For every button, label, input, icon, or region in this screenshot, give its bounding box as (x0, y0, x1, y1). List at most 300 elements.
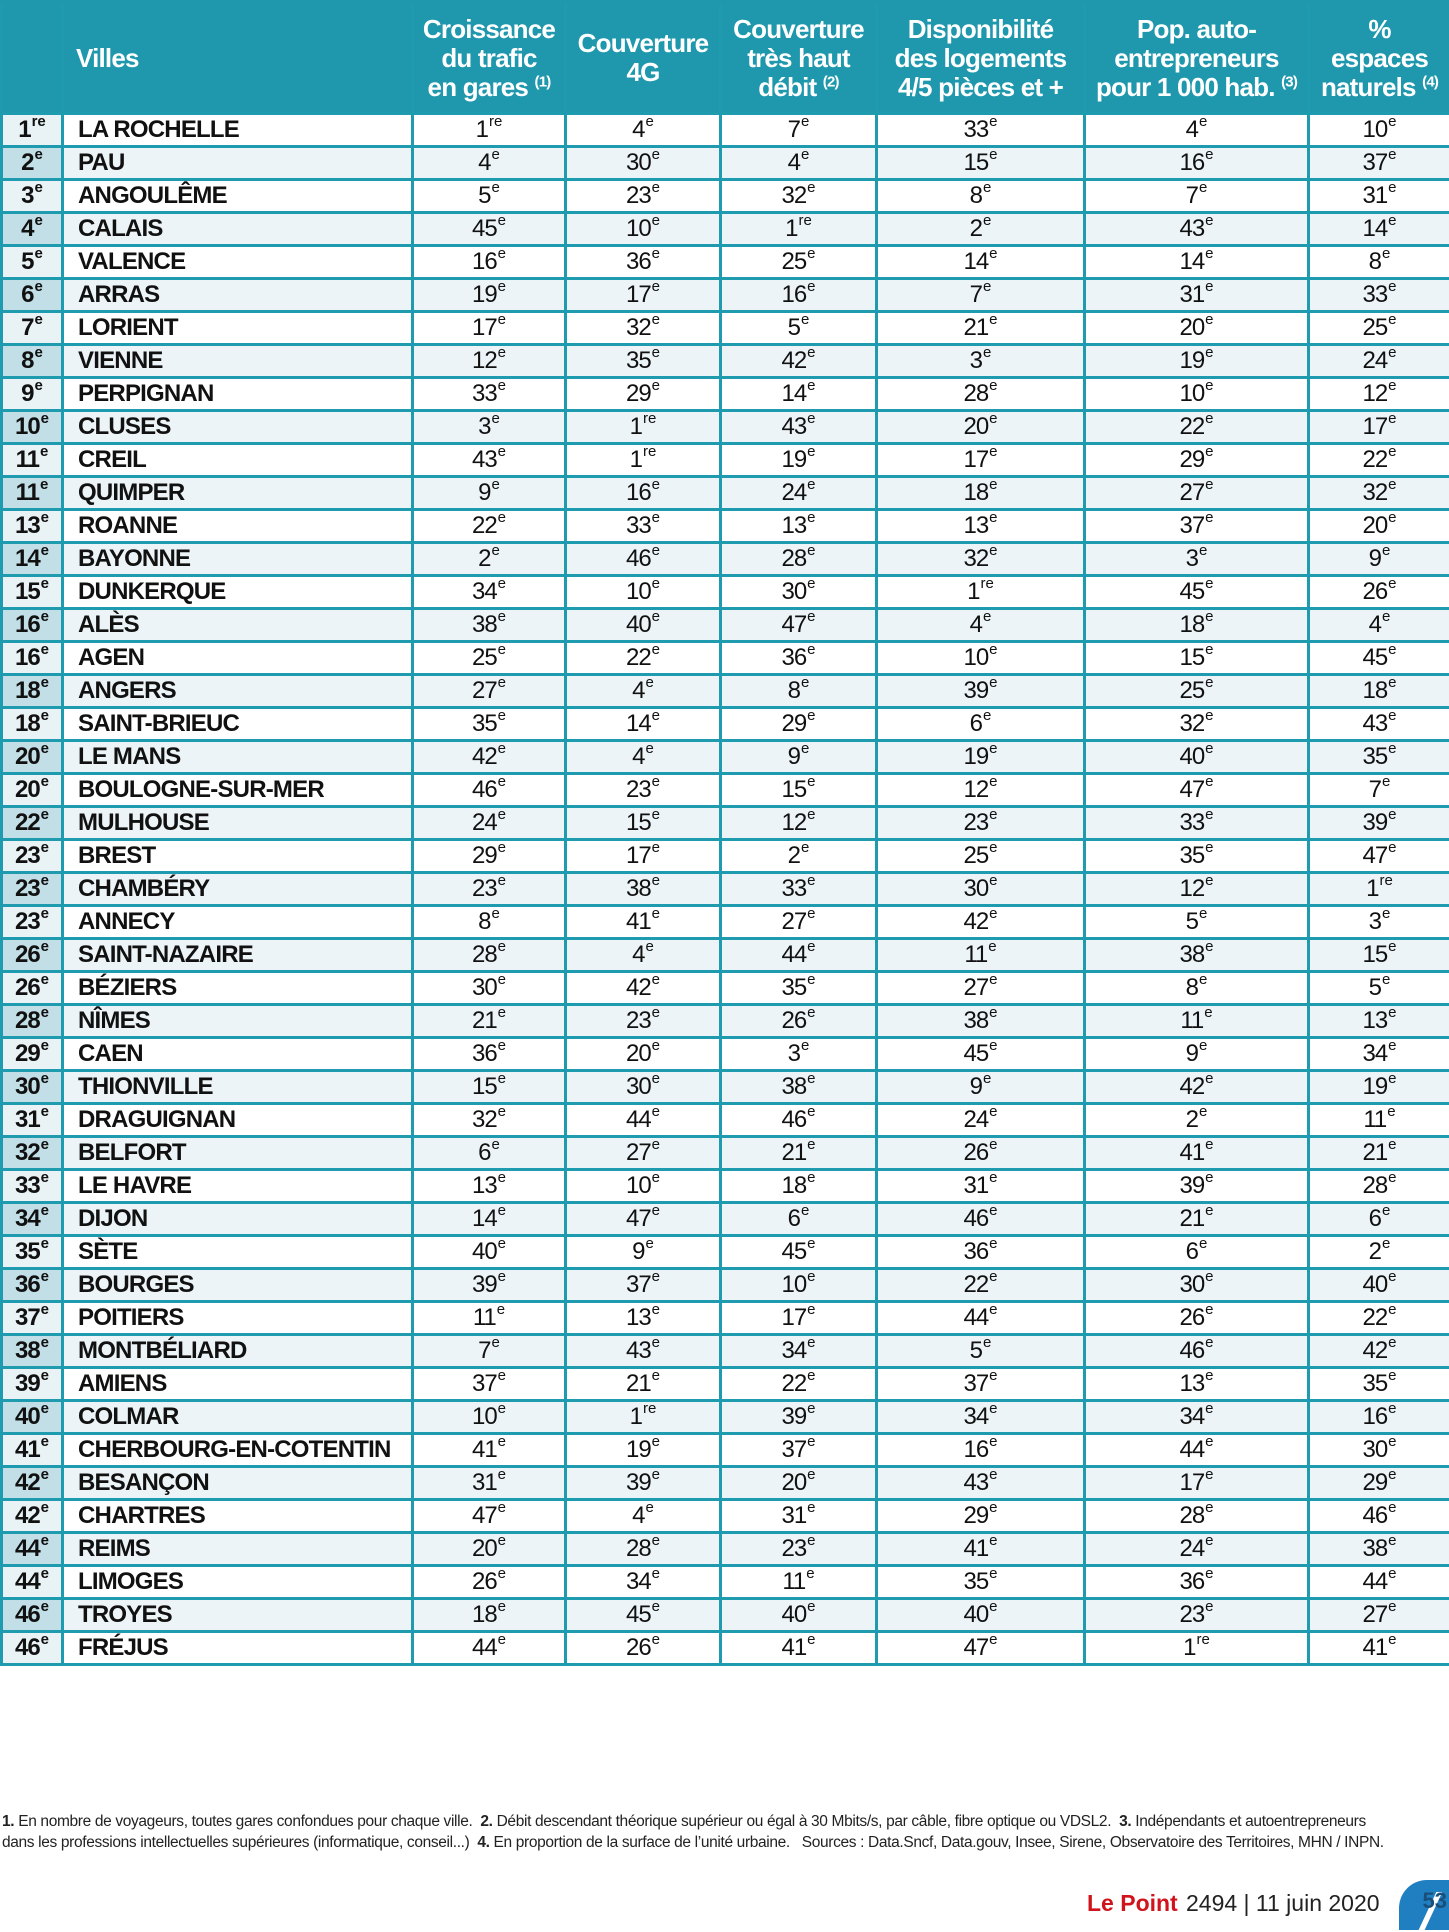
header-line: % (1310, 15, 1449, 44)
ordinal-suffix: e (1388, 1037, 1396, 1054)
rank-number: 12 (781, 809, 806, 836)
footnote-line-2 (2, 1832, 1447, 1853)
cell-logements (877, 1335, 1085, 1368)
rank-number: 18 (15, 710, 40, 737)
ordinal-suffix: e (989, 1400, 997, 1417)
ordinal-suffix: e (652, 641, 660, 658)
rank-number: 27 (781, 908, 806, 935)
rank-number: 33 (963, 116, 988, 143)
header-col-logements (877, 2, 1085, 114)
ordinal-suffix: e (652, 377, 660, 394)
header-villes: Villes (63, 2, 413, 114)
ordinal-suffix: e (646, 113, 654, 130)
cell-logements (877, 576, 1085, 609)
rank-number: 29 (472, 842, 497, 869)
ordinal-suffix: e (492, 179, 500, 196)
rank-number: 31 (15, 1106, 40, 1133)
ordinal-suffix: e (498, 212, 506, 229)
overall-rank-cell (2, 1434, 63, 1467)
rank-number: 44 (626, 1106, 651, 1133)
ordinal-suffix: e (41, 509, 49, 526)
rank-number: 14 (1362, 215, 1387, 242)
rank-number: 22 (963, 1271, 988, 1298)
rank-number: 20 (781, 1469, 806, 1496)
ordinal-suffix: e (652, 1136, 660, 1153)
ordinal-suffix: e (807, 641, 815, 658)
rank-number: 28 (781, 545, 806, 572)
cell-espaces-naturels (1309, 741, 1449, 774)
cell-logements (877, 807, 1085, 840)
ordinal-suffix: e (1205, 311, 1213, 328)
rank-number: 2 (788, 842, 800, 869)
ordinal-suffix: e (498, 641, 506, 658)
ordinal-suffix: e (1388, 1334, 1396, 1351)
ordinal-suffix: e (807, 509, 815, 526)
page-number: 53 (1423, 1888, 1447, 1914)
rank-number: 39 (472, 1271, 497, 1298)
cell-couverture-4g (566, 543, 721, 576)
rank-number: 9 (21, 380, 33, 407)
rank-number: 31 (963, 1172, 988, 1199)
city-name-cell: CALAIS (63, 213, 413, 246)
cell-tres-haut-debit (721, 1467, 877, 1500)
rank-number: 42 (626, 974, 651, 1001)
overall-rank-cell (2, 510, 63, 543)
rank-number: 20 (1362, 512, 1387, 539)
rank-number: 36 (472, 1040, 497, 1067)
ordinal-suffix: e (807, 1400, 815, 1417)
ordinal-suffix: e (807, 542, 815, 559)
rank-number: 10 (15, 413, 40, 440)
cell-tres-haut-debit (721, 906, 877, 939)
rank-number: 40 (781, 1601, 806, 1628)
rank-number: 24 (963, 1106, 988, 1133)
rank-number: 11 (782, 1568, 805, 1595)
cell-espaces-naturels (1309, 642, 1449, 675)
city-name-cell: CREIL (63, 444, 413, 477)
rank-number: 40 (15, 1403, 40, 1430)
issue-info: 2494 | 11 juin 2020 (1186, 1890, 1380, 1917)
ordinal-suffix: e (652, 344, 660, 361)
cell-logements (877, 1236, 1085, 1269)
cell-couverture-4g (566, 477, 721, 510)
rank-number: 15 (781, 776, 806, 803)
cell-couverture-4g (566, 774, 721, 807)
cell-espaces-naturels (1309, 1302, 1449, 1335)
rank-number: 5 (478, 182, 490, 209)
ordinal-suffix: e (1388, 641, 1396, 658)
rank-number: 39 (15, 1370, 40, 1397)
cell-tres-haut-debit (721, 345, 877, 378)
cell-couverture-4g (566, 1401, 721, 1434)
ordinal-suffix: e (492, 1136, 500, 1153)
rank-number: 5 (1186, 908, 1198, 935)
cell-couverture-4g (566, 1038, 721, 1071)
overall-rank-cell (2, 1137, 63, 1170)
rank-number: 37 (781, 1436, 806, 1463)
ordinal-suffix: e (807, 1631, 815, 1648)
ordinal-suffix: e (1388, 410, 1396, 427)
cell-espaces-naturels (1309, 807, 1449, 840)
ordinal-suffix: e (989, 674, 997, 691)
rank-number: 35 (472, 710, 497, 737)
rank-number: 17 (472, 314, 497, 341)
table-row (2, 1500, 1449, 1533)
rank-number: 15 (1179, 644, 1204, 671)
city-name-cell: ALÈS (63, 609, 413, 642)
cell-espaces-naturels (1309, 1104, 1449, 1137)
cell-logements (877, 1566, 1085, 1599)
ordinal-suffix: e (1205, 806, 1213, 823)
rank-number: 16 (15, 611, 40, 638)
ordinal-suffix: e (807, 1235, 815, 1252)
overall-rank-cell (2, 1599, 63, 1632)
cell-couverture-4g (566, 576, 721, 609)
cell-auto-entrepreneurs (1085, 840, 1309, 873)
overall-rank-cell (2, 180, 63, 213)
header-line-text: naturels (1321, 72, 1416, 102)
cell-couverture-4g (566, 147, 721, 180)
ordinal-suffix: e (492, 410, 500, 427)
ordinal-suffix: e (498, 806, 506, 823)
ordinal-suffix: e (652, 542, 660, 559)
cell-auto-entrepreneurs (1085, 543, 1309, 576)
ordinal-suffix: e (807, 608, 815, 625)
overall-rank-cell (2, 708, 63, 741)
ordinal-suffix: re (643, 443, 656, 460)
rank-number: 37 (472, 1370, 497, 1397)
ordinal-suffix: e (1205, 212, 1213, 229)
rank-number: 13 (15, 512, 40, 539)
rank-number: 4 (632, 677, 644, 704)
cell-couverture-4g (566, 1467, 721, 1500)
rank-number: 32 (781, 182, 806, 209)
rank-number: 10 (472, 1403, 497, 1430)
ordinal-suffix: e (1205, 410, 1213, 427)
overall-rank-cell (2, 1269, 63, 1302)
cell-couverture-4g (566, 1566, 721, 1599)
ordinal-suffix: e (41, 1004, 49, 1021)
rank-number: 34 (472, 578, 497, 605)
cell-tres-haut-debit (721, 510, 877, 543)
rank-number: 29 (963, 1502, 988, 1529)
cell-espaces-naturels (1309, 1236, 1449, 1269)
ordinal-suffix: e (989, 1103, 997, 1120)
cell-auto-entrepreneurs (1085, 1170, 1309, 1203)
cell-logements (877, 939, 1085, 972)
rank-number: 17 (1362, 413, 1387, 440)
ordinal-suffix: e (807, 773, 815, 790)
rank-number: 28 (963, 380, 988, 407)
table-row (2, 840, 1449, 873)
rank-number: 8 (970, 182, 982, 209)
ordinal-suffix: e (492, 476, 500, 493)
rank-number: 22 (1362, 446, 1387, 473)
cell-trafic-gares (413, 1500, 566, 1533)
rank-number: 35 (1179, 842, 1204, 869)
ordinal-suffix: e (498, 1169, 506, 1186)
ordinal-suffix: e (652, 905, 660, 922)
cell-couverture-4g (566, 1071, 721, 1104)
ordinal-suffix: e (1382, 245, 1390, 262)
overall-rank-cell (2, 312, 63, 345)
ordinal-suffix: e (646, 1235, 654, 1252)
ordinal-suffix: e (1388, 806, 1396, 823)
rank-number: 16 (1362, 1403, 1387, 1430)
rank-number: 34 (963, 1403, 988, 1430)
ordinal-suffix: e (1388, 278, 1396, 295)
cell-logements (877, 741, 1085, 774)
cell-trafic-gares (413, 1038, 566, 1071)
cell-trafic-gares (413, 1104, 566, 1137)
overall-rank-cell (2, 1104, 63, 1137)
ordinal-suffix: e (1205, 641, 1213, 658)
cell-tres-haut-debit (721, 1170, 877, 1203)
city-name-cell: NÎMES (63, 1005, 413, 1038)
overall-rank-cell (2, 1368, 63, 1401)
cell-couverture-4g (566, 840, 721, 873)
rank-number: 10 (626, 1172, 651, 1199)
ordinal-suffix: e (989, 1367, 997, 1384)
cell-couverture-4g (566, 1368, 721, 1401)
cell-trafic-gares (413, 906, 566, 939)
cell-auto-entrepreneurs (1085, 1500, 1309, 1533)
rank-number: 42 (15, 1469, 40, 1496)
rank-number: 30 (1362, 1436, 1387, 1463)
ordinal-suffix: e (41, 575, 49, 592)
ordinal-suffix: e (989, 839, 997, 856)
ordinal-suffix: e (807, 1301, 815, 1318)
cell-auto-entrepreneurs (1085, 411, 1309, 444)
cell-auto-entrepreneurs (1085, 906, 1309, 939)
cell-auto-entrepreneurs (1085, 807, 1309, 840)
ordinal-suffix: e (498, 1202, 506, 1219)
cell-logements (877, 774, 1085, 807)
city-name-cell: ROANNE (63, 510, 413, 543)
rank-number: 16 (15, 644, 40, 671)
ordinal-suffix: e (989, 509, 997, 526)
table-row (2, 1137, 1449, 1170)
cell-espaces-naturels (1309, 1368, 1449, 1401)
rank-number: 31 (472, 1469, 497, 1496)
rank-number: 28 (1179, 1502, 1204, 1529)
cell-trafic-gares (413, 1269, 566, 1302)
cell-espaces-naturels (1309, 939, 1449, 972)
header-line (722, 73, 875, 102)
cell-tres-haut-debit (721, 807, 877, 840)
rank-number: 34 (626, 1568, 651, 1595)
city-name-cell: SÈTE (63, 1236, 413, 1269)
footnote-ref: (1) (535, 73, 551, 90)
cell-logements (877, 147, 1085, 180)
cell-espaces-naturels (1309, 1467, 1449, 1500)
cell-espaces-naturels (1309, 345, 1449, 378)
cell-espaces-naturels (1309, 444, 1449, 477)
table-row (2, 642, 1449, 675)
cell-tres-haut-debit (721, 1302, 877, 1335)
cell-tres-haut-debit (721, 312, 877, 345)
rank-number: 41 (1362, 1634, 1387, 1661)
rank-number: 37 (15, 1304, 40, 1331)
rank-number: 23 (781, 1535, 806, 1562)
cell-espaces-naturels (1309, 675, 1449, 708)
ordinal-suffix: e (652, 1598, 660, 1615)
ordinal-suffix: e (1205, 1499, 1213, 1516)
rank-number: 3 (1369, 908, 1381, 935)
rank-number: 4 (478, 149, 490, 176)
header-line: Pop. auto- (1086, 15, 1307, 44)
cell-couverture-4g (566, 1005, 721, 1038)
ordinal-suffix: e (989, 311, 997, 328)
rank-number: 12 (472, 347, 497, 374)
cell-trafic-gares (413, 345, 566, 378)
ordinal-suffix: e (1205, 278, 1213, 295)
city-name-cell: LE MANS (63, 741, 413, 774)
cell-tres-haut-debit (721, 1599, 877, 1632)
city-name-cell: TROYES (63, 1599, 413, 1632)
ordinal-suffix: e (1388, 113, 1396, 130)
ordinal-suffix: e (807, 1334, 815, 1351)
rank-number: 33 (1179, 809, 1204, 836)
ordinal-suffix: e (989, 476, 997, 493)
ordinal-suffix: e (989, 1499, 997, 1516)
ordinal-suffix: e (1388, 938, 1396, 955)
rank-number: 46 (472, 776, 497, 803)
table-row (2, 708, 1449, 741)
table-row (2, 1038, 1449, 1071)
overall-rank-cell (2, 378, 63, 411)
header-line: espaces (1310, 44, 1449, 73)
cell-trafic-gares (413, 1533, 566, 1566)
rank-number: 29 (1179, 446, 1204, 473)
footnote-text: Indépendants et autoentrepreneurs (1135, 1813, 1366, 1830)
footnote-text: En proportion de la surface de l’unité urbaine. (494, 1834, 790, 1851)
table-row (2, 939, 1449, 972)
ordinal-suffix: e (652, 212, 660, 229)
ordinal-suffix: e (498, 1565, 506, 1582)
rank-number: 5 (1369, 974, 1381, 1001)
rank-number: 8 (1369, 248, 1381, 275)
ordinal-suffix: e (1205, 674, 1213, 691)
ordinal-suffix: e (41, 641, 49, 658)
overall-rank-cell (2, 1005, 63, 1038)
rank-number: 31 (1179, 281, 1204, 308)
cell-espaces-naturels (1309, 1335, 1449, 1368)
ordinal-suffix: e (989, 971, 997, 988)
ordinal-suffix: e (652, 872, 660, 889)
ordinal-suffix: e (801, 1202, 809, 1219)
rank-number: 22 (15, 809, 40, 836)
cell-trafic-gares (413, 873, 566, 906)
overall-rank-cell (2, 1632, 63, 1665)
ordinal-suffix: e (652, 1433, 660, 1450)
ordinal-suffix: re (32, 113, 46, 130)
rank-number: 27 (472, 677, 497, 704)
ordinal-suffix: e (1388, 707, 1396, 724)
ordinal-suffix: e (652, 1037, 660, 1054)
rank-number: 11 (473, 1304, 496, 1331)
cell-auto-entrepreneurs (1085, 1401, 1309, 1434)
cell-trafic-gares (413, 1137, 566, 1170)
rank-number: 28 (1362, 1172, 1387, 1199)
cell-espaces-naturels (1309, 246, 1449, 279)
rank-number: 43 (626, 1337, 651, 1364)
city-name-cell: LA ROCHELLE (63, 114, 413, 147)
rank-number: 4 (632, 743, 644, 770)
header-line (1086, 73, 1307, 102)
header-col-auto-entrepreneurs (1085, 2, 1309, 114)
ordinal-suffix: e (652, 1169, 660, 1186)
ordinal-suffix: e (652, 773, 660, 790)
rank-number: 41 (963, 1535, 988, 1562)
rank-number: 38 (781, 1073, 806, 1100)
cell-espaces-naturels (1309, 1566, 1449, 1599)
rank-number: 8 (21, 347, 33, 374)
rank-number: 22 (472, 512, 497, 539)
ordinal-suffix: e (1205, 575, 1213, 592)
rank-number: 22 (626, 644, 651, 671)
city-name-cell: BAYONNE (63, 543, 413, 576)
cell-tres-haut-debit (721, 1632, 877, 1665)
ordinal-suffix: e (41, 1565, 49, 1582)
cell-espaces-naturels (1309, 708, 1449, 741)
rank-number: 7 (970, 281, 982, 308)
overall-rank-cell (2, 114, 63, 147)
overall-rank-cell (2, 147, 63, 180)
ordinal-suffix: e (807, 938, 815, 955)
rank-number: 33 (1362, 281, 1387, 308)
rank-number: 47 (1179, 776, 1204, 803)
rank-number: 26 (781, 1007, 806, 1034)
ordinal-suffix: e (1387, 1103, 1395, 1120)
rank-number: 6 (788, 1205, 800, 1232)
rank-number: 34 (1179, 1403, 1204, 1430)
rank-number: 42 (963, 908, 988, 935)
ordinal-suffix: e (989, 740, 997, 757)
cell-couverture-4g (566, 180, 721, 213)
rank-number: 21 (1362, 1139, 1387, 1166)
city-name-cell: AGEN (63, 642, 413, 675)
header-line: Croissance (414, 15, 564, 44)
ordinal-suffix: e (498, 839, 506, 856)
ordinal-suffix: re (643, 1400, 656, 1417)
rank-number: 44 (15, 1535, 40, 1562)
ordinal-suffix: e (652, 575, 660, 592)
rank-number: 30 (15, 1073, 40, 1100)
rank-number: 38 (1179, 941, 1204, 968)
cell-logements (877, 477, 1085, 510)
rank-number: 40 (963, 1601, 988, 1628)
rank-number: 26 (626, 1634, 651, 1661)
cell-auto-entrepreneurs (1085, 279, 1309, 312)
rank-number: 43 (1362, 710, 1387, 737)
rank-number: 2 (970, 215, 982, 242)
cell-auto-entrepreneurs (1085, 1533, 1309, 1566)
cell-tres-haut-debit (721, 1104, 877, 1137)
cell-espaces-naturels (1309, 840, 1449, 873)
ordinal-suffix: e (498, 1400, 506, 1417)
ordinal-suffix: e (41, 542, 49, 559)
ordinal-suffix: e (1205, 443, 1213, 460)
overall-rank-cell (2, 213, 63, 246)
cell-auto-entrepreneurs (1085, 1335, 1309, 1368)
rank-number: 9 (1186, 1040, 1198, 1067)
cell-couverture-4g (566, 1269, 721, 1302)
rank-number: 20 (1179, 314, 1204, 341)
table-header-row (2, 2, 1449, 114)
ordinal-suffix: e (41, 971, 49, 988)
ordinal-suffix: e (807, 1532, 815, 1549)
